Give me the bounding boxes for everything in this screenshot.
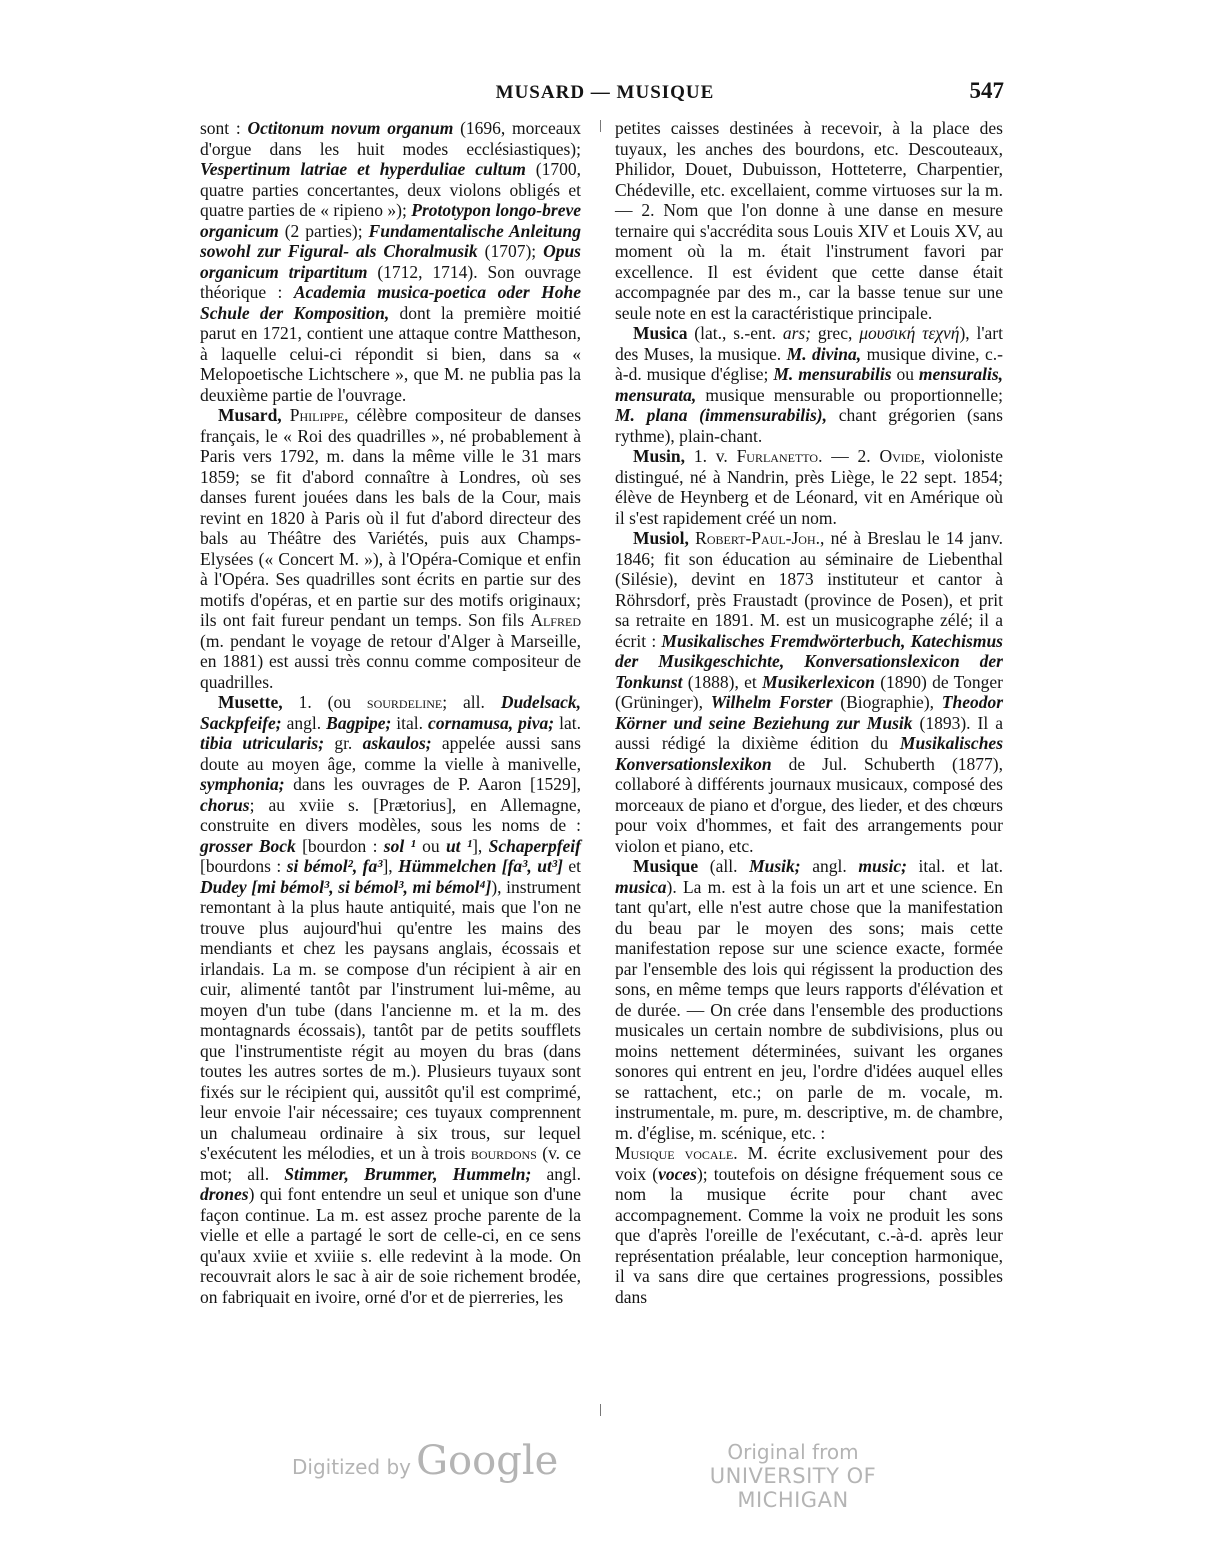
right-column (615, 118, 1003, 1307)
headword: Musard, (218, 405, 282, 425)
entry-musette: Musette, 1. (ou sourdeline; all. Dudelsack, Sackpfeife; angl. Bagpipe; ital. cornamusa, piva; lat. tibia utricularis; gr. askaulos; appelée aussi sans doute au moyen âge, comme la vielle à manivelle, symphonia; dans les ouvrages de P. Aaron [1529], chorus; au xviie s. [Prætorius], en Allemagne, construite en divers modèles, sous les noms de : grosser Bock [bourdon : sol ¹ ou ut ¹], Schaperpfeif [bourdons : si bémol², fa³], Hümmelchen [fa³, ut³] et Dudey [mi bémol³, si bémol³, mi bémol⁴]), instrument remontant à la plus haute antiquité, mais que l'on ne trouve plus aujourd'hui qu'entre les mains des mendiants et chez les paysans anglais, écossais et irlandais. La m. se compose d'un récipient à air en cuir, alimenté tantôt par l'instrument lui-même, au moyen d'un tube (dans l'ancienne m. et la m. des montagnards écossais), tantôt par de petits soufflets que l'instrumentiste régit au moyen du bras (dans toutes les autres sortes de m.). Plusieurs tuyaux sont fixés sur le récipient qui, aussitôt qu'il est comprimé, leur envoie l'air nécessaire; ces tuyaux comprennent un chalumeau ordinaire à six trous, sur lequel s'exécutent les mélodies, et un à trois bourdons (v. ce mot; all. Stimmer, Brummer, Hummeln; angl. drones) qui font entendre un seul et unique son d'une façon continue. La m. est assez proche parente de la vielle et elle a partagé le sort de celle-ci, en ce sens qu'aux xviie et xviiie s. elle redevint à la mode. On recouvrait alors le sac à air de soie richement brodée, on fabriquait en ivoire, orné d'or et de pierreries, les (200, 692, 582, 1307)
subheading: Musique vocale. (615, 1143, 738, 1163)
headword: Musette, (218, 692, 283, 712)
entry-musiol: Musiol, Robert-Paul-Joh., né à Breslau le 14 janv. 1846; fit son éducation au séminaire de Liebenthal (Silésie), devint en 1873 instituteur et cantor à Röhrsdorf, près Fraustadt (province de Posen), et prit sa retraite en 1891. M. est un musicographe zélé; il a écrit : Musikalisches Fremdwörterbuch, Katechismus der Musikgeschichte, Konversationslexicon der Tonkunst (1888), et Musikerlexicon (1890) de Tonger (Grüninger), Wilhelm Forster (Biographie), Theodor Körner und seine Beziehung zur Musik (1893). Il a aussi rédigé la dixième édition du Musikalisches Konversationslexikon de Jul. Schuberth (1877), collaboré à différents journaux musicaux, composé des morceaux de piano et d'orgue, des lieder, et des chœurs pour voix d'hommes, et fait des arrangements pour violon et piano, etc. (615, 528, 1004, 856)
running-head (0, 78, 1207, 112)
entry-continuation: petites caisses destinées à recevoir, à la place des tuyaux, les anches des bourdons, etc. Descouteaux, Philidor, Douet, Dubuisson, Hotteterre, Charpentier, Chédeville, etc. excellaient, comme virtuoses sur la m. — 2. Nom que l'on donne à une danse en mesure ternaire qui s'accrédita sous Louis XIV et Louis XV, au moment où la m. était l'instrument favori par excellence. Il est évident que cette danse était accompagnée par des m., car la basse tenue sur une seule note en est la caractéristique principale. (615, 118, 1003, 323)
entry-musica: Musica (lat., s.-ent. ars; grec, μουσική τεχνή), l'art des Muses, la musique. M. divina, musique divine, c.-à-d. musique d'église; M. mensurabilis ou mensuralis, mensurata, musique mensurable ou proportionnelle; M. plana (immensurabilis), chant grégorien (sans rythme), plain-chant. (615, 323, 1004, 446)
entry-continuation: sont : Octitonum novum organum (1696, morceaux d'orgue dans les huit modes ecclésiastiques); Vespertinum latriae et hyperduliae cultum (1700, quatre parties concertantes, deux violons obligés et quatre parties de « ripieno »); Prototypon longo-breve organicum (2 parties); Fundamentalische Anleitung sowohl zur Figural- als Choralmusik (1707); Opus organicum tripartitum (1712, 1714). Son ouvrage théorique : Academia musica-poetica oder Hohe Schule der Komposition, dont la première moitié parut en 1721, contient une attaque contre Mattheson, à laquelle celui-ci répondit si bien, dans sa « Melopoetische Lichtschere », que M. ne publia pas la deuxième partie de l'ouvrage. (200, 118, 582, 405)
entry-musique: Musique (all. Musik; angl. music; ital. et lat. musica). La m. est à la fois un art et une science. En tant qu'art, elle n'est autre chose que la manifestation du beau par le moyen des sons; mais cette manifestation repose sur une science exacte, formée par l'ensemble des lois qui régissent la production des sons, en même temps que leurs rapports d'élévation et de durée. — On crée dans l'ensemble des productions musicales un certain nombre de subdivisions, plus ou moins nettement déterminées, suivant les organes sonores qui entrent en jeu, l'ordre d'idées auquel elles se rattachent, etc.; on parle de m. vocale, m. instrumentale, m. pure, m. descriptive, m. de chambre, m. d'église, m. scénique, etc. : (615, 856, 1003, 1143)
entry-musard: Musard, Philippe, célèbre compositeur de danses français, le « Roi des quadrilles », né probablement à Paris vers 1792, m. dans la même ville le 31 mars 1859; se fit d'abord connaître à Londres, où ses danses furent jouées dans les bals de la Cour, mais revint en 1820 à Paris où il fut d'abord directeur des bals au Théâtre des Variétés, puis aux Champs-Elysées (« Concert M. »), à l'Opéra-Comique et enfin à l'Opéra. Ses quadrilles sont écrits en partie sur des motifs d'opéras, et en partie sur des motifs originaux; ils ont fait fureur pendant un temps. Son fils Alfred (m. pendant le voyage de retour d'Alger à Marseille, en 1881) est aussi très connu comme compositeur de quadrilles. (200, 405, 581, 692)
headword: Musique (633, 856, 699, 876)
original-from-watermark: Original from UNIVERSITY OF MICHIGAN (709, 1440, 877, 1512)
left-column (200, 118, 581, 1307)
column-divider (600, 120, 601, 132)
entry-musique-vocale: Musique vocale. M. écrite exclusivement pour des voix (voces); toutefois on désigne fréquement sous ce nom la musique écrite pour chant avec accompagnement. Comme la voix ne produit les sons que d'après l'oreille de l'exécutant, c.-à-d. après leur représentation préalable, leur conception harmonique, il va sans dire que certaines progressions, possibles dans (615, 1143, 1003, 1307)
digitized-by-google-watermark: Digitized by Google (292, 1438, 559, 1484)
running-title: MUSARD — MUSIQUE (495, 82, 715, 103)
page-number: 547 (969, 78, 1004, 103)
headword: Musica (633, 323, 688, 343)
headword: Musin, (633, 446, 686, 466)
headword: Musiol, (633, 528, 689, 548)
column-divider-bottom (600, 1404, 601, 1416)
entry-musin: Musin, 1. v. Furlanetto. — 2. Ovide, violoniste distingué, né à Nandrin, près Liège, le 22 sept. 1854; élève de Heynberg et de Léonard, vit en Amérique où il s'est rapidement créé un nom. (615, 446, 1004, 528)
